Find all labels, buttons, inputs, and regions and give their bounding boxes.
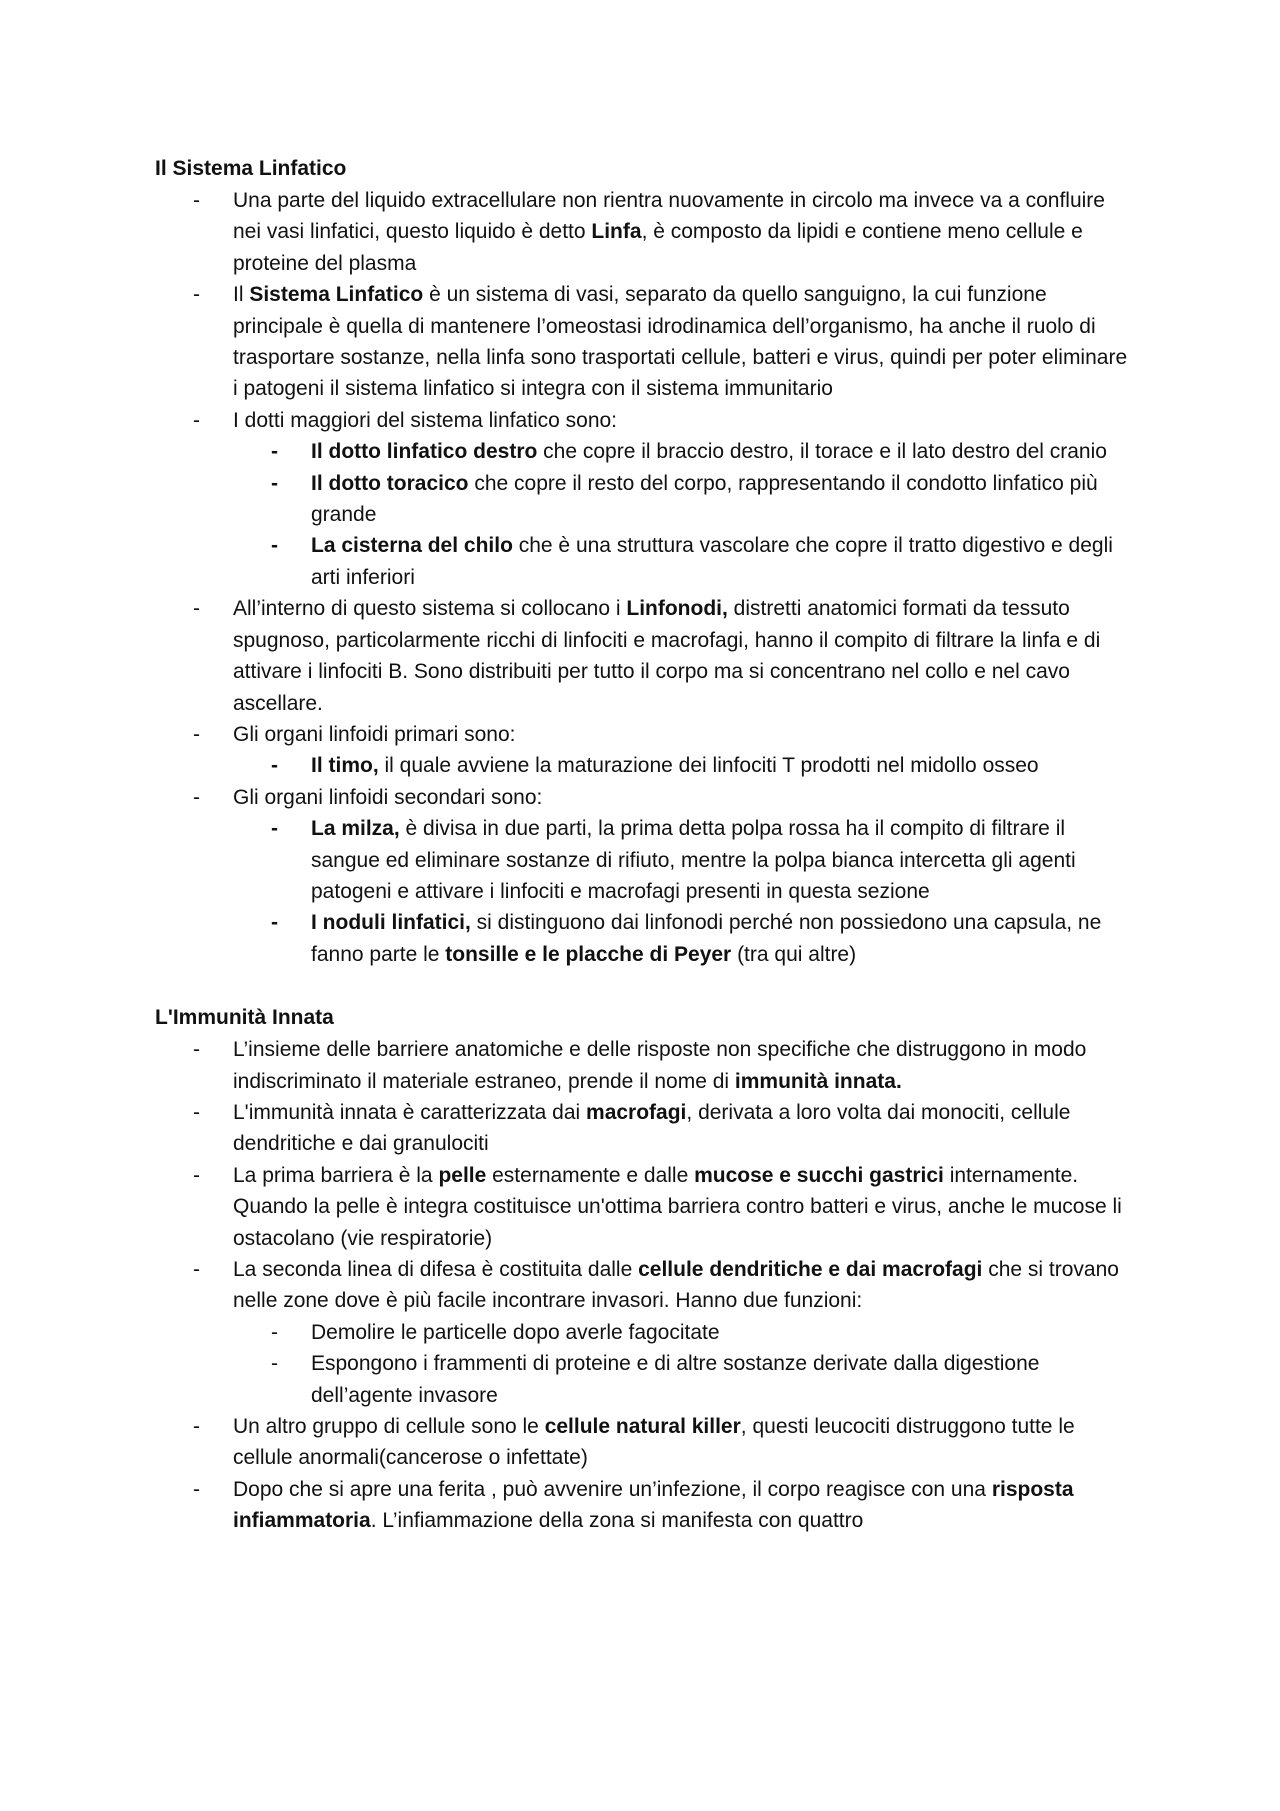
- sub-list-item-text: [311, 472, 1098, 526]
- dash-bullet: -: [271, 471, 278, 495]
- list-item: [155, 1097, 1135, 1160]
- bold-text: risposta infiammatoria: [233, 1477, 1074, 1533]
- sub-list-item-text: [311, 1321, 720, 1344]
- text-run: Gli organi linfoidi secondari sono:: [233, 785, 543, 809]
- sub-bullet-list: [233, 1317, 1135, 1411]
- sub-list-item-text: [311, 440, 1107, 463]
- dash-bullet: -: [193, 722, 200, 746]
- sub-list-item: [233, 436, 1135, 467]
- bold-text: Il dotto linfatico destro: [311, 440, 538, 464]
- text-run: Demolire le particelle dopo averle fagocitate: [311, 1320, 720, 1344]
- bold-text: La milza,: [311, 817, 400, 841]
- list-item: [155, 1160, 1135, 1254]
- text-run: Una parte del liquido extracellulare non rientra nuovamente in circolo ma invece va a confluire nei vasi linfatici, questo liquido è detto: [233, 189, 1105, 244]
- list-item: [155, 593, 1135, 719]
- list-item-text: [233, 409, 617, 432]
- list-item: [155, 405, 1135, 593]
- bold-text: pelle: [438, 1163, 487, 1187]
- list-item: [155, 1474, 1135, 1537]
- list-item-text: [233, 786, 542, 809]
- bold-text: mucose e succhi gastrici: [694, 1163, 944, 1187]
- text-run: che si trovano nelle zone dove è più facile incontrare invasori. Hanno due funzioni:: [233, 1258, 1119, 1313]
- sub-list-item: [233, 1317, 1135, 1348]
- text-run: internamente. Quando la pelle è integra costituisce un'ottima barriera contro batteri e virus, anche le mucose li ostacolano (vie respiratorie): [233, 1163, 1122, 1250]
- list-item: [155, 1411, 1135, 1474]
- dash-bullet: -: [271, 1352, 278, 1376]
- bold-text: immunità innata.: [734, 1069, 902, 1093]
- text-run: che copre il resto del corpo, rappresentando il condotto linfatico più grande: [311, 471, 1098, 527]
- text-run: il quale avviene la maturazione dei linfociti T prodotti nel midollo osseo: [378, 754, 1039, 778]
- bold-text: Linfa: [591, 220, 642, 244]
- bold-text: Linfonodi,: [626, 597, 728, 621]
- dash-bullet: -: [193, 189, 200, 212]
- list-item-text: [233, 1164, 1122, 1250]
- text-run: La seconda linea di difesa è costituita dalle: [233, 1258, 639, 1281]
- bold-text: cellule dendritiche e dai macrofagi: [638, 1258, 983, 1281]
- sub-list-item: [233, 813, 1135, 907]
- dash-bullet: -: [193, 1477, 200, 1501]
- text-run: Gli organi linfoidi primari sono:: [233, 722, 516, 746]
- dash-bullet: -: [271, 534, 278, 558]
- sub-bullet-list: [233, 436, 1135, 593]
- bullet-list: [155, 185, 1135, 970]
- text-run: , è composto da lipidi e contiene meno cellule e proteine del plasma: [233, 220, 1083, 275]
- dash-bullet: -: [193, 1038, 200, 1062]
- sub-list-item-text: [311, 1352, 1039, 1406]
- bold-text: tonsille e le placche di Peyer: [445, 942, 732, 966]
- list-item: [155, 1034, 1135, 1097]
- section-title: L'Immunità Innata: [155, 1006, 334, 1030]
- text-run: Il: [233, 283, 250, 307]
- sub-list-item-text: [311, 911, 1101, 965]
- dash-bullet: -: [193, 597, 200, 621]
- bold-text: Sistema Linfatico: [249, 283, 424, 307]
- sub-bullet-list: [233, 750, 1135, 781]
- text-run: L'immunità innata è caratterizzata dai: [233, 1100, 587, 1124]
- bold-text: I noduli linfatici,: [311, 911, 471, 935]
- text-run: , questi leucociti distruggono tutte le cellule anormali(cancerose o infettate): [233, 1415, 1075, 1470]
- text-run: esternamente e dalle: [486, 1163, 695, 1187]
- text-run: Un altro gruppo di cellule sono le: [233, 1415, 545, 1439]
- text-run: si distinguono dai linfonodi perché non possiedono una capsula, ne fanno parte le: [311, 911, 1102, 966]
- text-run: che è una struttura vascolare che copre il tratto digestivo e degli arti inferiori: [311, 534, 1113, 589]
- list-item-text: [233, 597, 1100, 714]
- text-run: che copre il braccio destro, il torace e il lato destro del cranio: [537, 440, 1107, 464]
- section-title: Il Sistema Linfatico: [155, 157, 347, 180]
- bold-text: Il timo,: [311, 754, 379, 778]
- sub-list-item-text: [311, 817, 1076, 903]
- text-run: L’insieme delle barriere anatomiche e delle risposte non specifiche che distruggono in modo indiscriminato il materiale estraneo, prende il nome di: [233, 1038, 1087, 1093]
- list-item-text: [233, 1415, 1075, 1469]
- sub-list-item: [233, 750, 1135, 781]
- dash-bullet: -: [193, 408, 200, 432]
- dash-bullet: -: [193, 1258, 200, 1281]
- list-item-text: [233, 189, 1105, 275]
- dash-bullet: -: [193, 1415, 200, 1439]
- text-run: . L’infiammazione della zona si manifesta con quattro: [370, 1509, 864, 1533]
- text-run: La prima barriera è la: [233, 1163, 439, 1187]
- bold-text: La cisterna del chilo: [311, 534, 513, 558]
- text-run: All’interno di questo sistema si collocano i: [233, 597, 627, 621]
- list-item: [155, 279, 1135, 405]
- text-run: è un sistema di vasi, separato da quello sanguigno, la cui funzione principale è quella di mantenere l’omeostasi idrodinamica dell’organismo, ha anche il ruolo di trasportare sostanze, nella linfa sono trasportati cellule, batteri e virus, quindi per poter eliminare i patogeni il sistema linfatico si integra con il sistema immunitario: [233, 283, 1128, 401]
- list-item: [155, 185, 1135, 279]
- bold-text: macrofagi: [586, 1100, 687, 1124]
- list-item-text: [233, 1478, 1074, 1532]
- text-run: Espongono i frammenti di proteine e di altre sostanze derivate dalla digestione dell’agente invasore: [311, 1352, 1040, 1407]
- dash-bullet: -: [193, 283, 200, 307]
- dash-bullet: -: [271, 1320, 278, 1344]
- text-run: I dotti maggiori del sistema linfatico sono:: [233, 408, 618, 432]
- dash-bullet: -: [271, 911, 278, 935]
- dash-bullet: -: [193, 1163, 200, 1187]
- bold-text: cellule natural killer: [544, 1415, 741, 1439]
- section-immunita-innata: [155, 1002, 1135, 1537]
- dash-bullet: -: [193, 1100, 200, 1124]
- text-run: è divisa in due parti, la prima detta polpa rossa ha il compito di filtrare il sangue ed eliminare sostanze di rifiuto, mentre la polpa bianca intercetta gli agenti patogeni e attivare i linfociti e macrofagi presenti in questa sezione: [311, 817, 1076, 903]
- dash-bullet: -: [271, 817, 278, 841]
- list-item: [155, 1254, 1135, 1411]
- dash-bullet: -: [271, 440, 278, 464]
- list-item: [155, 719, 1135, 782]
- list-item-text: [233, 1258, 1119, 1312]
- list-item-text: [233, 1101, 1070, 1155]
- dash-bullet: -: [193, 785, 200, 809]
- list-item-text: [233, 283, 1127, 400]
- dash-bullet: -: [271, 754, 278, 778]
- document-page: [155, 153, 1135, 1537]
- sub-list-item-text: [311, 534, 1113, 588]
- sub-bullet-list: [233, 813, 1135, 970]
- text-run: distretti anatomici formati da tessuto spugnoso, particolarmente ricchi di linfociti e macrofagi, hanno il compito di filtrare la linfa e di attivare i linfociti B. Sono distribuiti per tutto il corpo ma si concentrano nel collo e nel cavo ascellare.: [233, 597, 1101, 715]
- list-item-text: [233, 723, 515, 746]
- section-sistema-linfatico: [155, 153, 1135, 970]
- text-run: , derivata a loro volta dai monociti, cellule dendritiche e dai granulociti: [233, 1100, 1071, 1156]
- text-run: (tra qui altre): [731, 942, 857, 966]
- sub-list-item: [233, 907, 1135, 970]
- sub-list-item: [233, 1348, 1135, 1411]
- sub-list-item-text: [311, 754, 1039, 777]
- sub-list-item: [233, 530, 1135, 593]
- list-item: [155, 782, 1135, 970]
- sub-list-item: [233, 468, 1135, 531]
- list-item-text: [233, 1038, 1086, 1092]
- bullet-list: [155, 1034, 1135, 1537]
- bold-text: Il dotto toracico: [311, 471, 469, 495]
- text-run: Dopo che si apre una ferita , può avvenire un’infezione, il corpo reagisce con una: [233, 1477, 992, 1501]
